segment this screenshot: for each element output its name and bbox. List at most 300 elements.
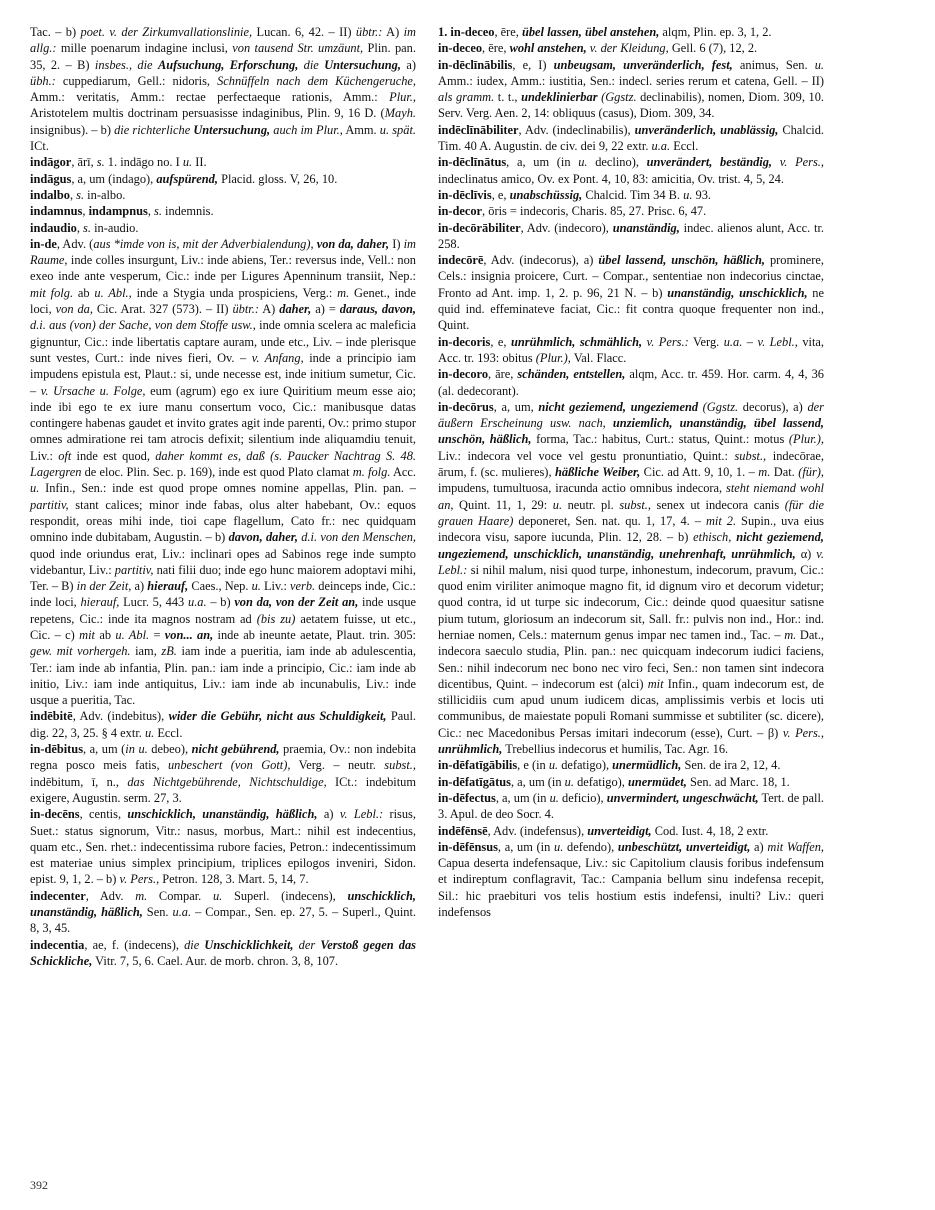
entry-text: m. — [135, 888, 148, 903]
entry-text: Aristotelem multis doctrinam persuasisse indaginibus, Plin. 9, 16 D. ( — [30, 106, 385, 121]
entry-text: übel lassen, übel anstehen, — [521, 25, 660, 39]
entry-text: eum (agrum) ego ex iure Quiritium meum esse aio; inde ibi ego te ex iure manu consertum voco, Cic.: manibusque datas contingere habenas gaudet et invito grates agit inde parenti, Ov.: primo stupor omnes admiratione rei tam atrocis defixit; silentium inde aliquamdiu tenuit, Liv.: — [30, 383, 416, 463]
entry-text: Verstoß gegen das Schickliche, — [30, 937, 416, 968]
entry-headword: indēclīnābiliter — [438, 122, 519, 137]
entry-text: verb. — [290, 579, 316, 594]
entry-text: Verg. — [688, 334, 724, 349]
entry-text: u. — [548, 758, 559, 773]
entry-text: t. t., — [494, 90, 522, 105]
entry-text: Supin., uva eius indecora visu, sapore iucunda, Plin. 12, 28. – b) — [438, 513, 824, 545]
entry-text: subst., — [619, 497, 651, 512]
dictionary-entry — [30, 741, 416, 806]
entry-text: indampnus — [88, 204, 148, 219]
entry-text: nicht gebührend, — [191, 742, 280, 757]
entry-text: im allg.: — [30, 25, 416, 56]
entry-text: , e, — [491, 187, 510, 202]
entry-text: inde usque repetens, Cic.: inde ita magnos nostram ad — [30, 595, 417, 626]
dictionary-entry — [438, 252, 824, 333]
entry-text: a) — [131, 579, 148, 594]
entry-text: v. Pers., — [119, 872, 160, 887]
entry-text: ab — [95, 627, 116, 642]
entry-headword: indecentia — [30, 937, 85, 952]
entry-text: a) — [400, 57, 416, 72]
entry-text: m. — [337, 285, 350, 300]
entry-text: Verg. – neutr. — [290, 758, 385, 773]
entry-text: deponeret, Sen. nat. qu. 1, 17, 4. – — [513, 513, 706, 528]
entry-text: Untersuchung, — [193, 122, 271, 137]
entry-text: u. — [212, 888, 223, 903]
dictionary-entry — [438, 839, 824, 920]
dictionary-entry — [30, 187, 416, 203]
entry-text: u. — [814, 57, 824, 72]
entry-text: v. Anfang, — [251, 350, 304, 365]
entry-text: , a, um (in — [510, 774, 565, 789]
entry-text: daher, — [279, 302, 312, 317]
entry-text: die richterliche — [114, 122, 194, 137]
entry-text: (Ggstz. — [698, 399, 739, 414]
entry-text: zB. — [161, 644, 177, 659]
entry-text: subst., — [734, 448, 767, 463]
entry-text: mit Waffen, — [767, 839, 824, 854]
entry-text: unrühmlich, schmählich, — [510, 334, 643, 349]
dictionary-entry — [438, 40, 824, 56]
entry-headword: in-deceo — [438, 41, 483, 56]
entry-text: übtr.: — [355, 25, 383, 39]
entry-text: 93. — [692, 187, 712, 202]
entry-text: I) — [389, 236, 404, 251]
entry-text: defatigo), — [573, 774, 628, 789]
dictionary-entry — [438, 57, 824, 122]
entry-text: deficio), — [558, 790, 607, 805]
entry-text: , — [147, 204, 155, 219]
entry-text: declino), — [587, 155, 647, 170]
entry-headword: in-decor — [438, 204, 483, 219]
entry-text: v. Ursache u. Folge, — [40, 383, 146, 398]
entry-text: iam inde a pueritia, iam inde ab adulescentia, Ter.: iam inde ab infantia, Plin. pan.: iam inde a principio, Cic.: iam inde ab initio, Liv.: iam inde antiquitus, Liv.: iam inde ab incunabulis, Liv.: inde usque a pueritia, Tac. — [30, 644, 417, 708]
entry-headword: in-decēns — [30, 807, 80, 822]
entry-text: unvermindert, ungeschwächt, — [606, 790, 759, 805]
entry-text: auch im Plur., — [270, 122, 343, 137]
entry-text: , ae, f. (indecens), — [84, 937, 185, 952]
entry-text: unanständig, unschicklich, — [667, 285, 808, 300]
entry-text: als gramm. — [438, 90, 495, 105]
entry-text: aetatem fuisse, ut etc., Cic. – c) — [30, 611, 416, 642]
entry-text: unschicklich, unanständig, häßlich, — [127, 807, 318, 822]
dictionary-entry — [30, 220, 416, 236]
entry-text: d.i. von den Menschen, — [297, 530, 416, 545]
entry-text: v. Pers.: — [642, 334, 689, 349]
entry-text: aus *imde von is, mit der Adverbialendung), — [93, 236, 314, 251]
entry-text: indemnis. — [161, 204, 214, 219]
entry-text: u.a. — [723, 334, 743, 349]
entry-text: unbeschützt, unverteidigt, — [617, 839, 751, 854]
entry-text: , a, um (in — [497, 839, 555, 854]
entry-text: Cic. ad Att. 9, 10, 1. – — [640, 465, 759, 480]
entry-text: , Adv. (indeclinabilis), — [518, 122, 635, 137]
entry-text: daraus, davon, — [339, 302, 417, 317]
entry-text: , Adv. (indecorus), a) — [483, 253, 599, 268]
entry-text: die — [298, 57, 325, 72]
entry-headword: indecōrē — [438, 253, 484, 268]
entry-text: partitiv, — [114, 562, 154, 577]
dictionary-entry — [30, 154, 416, 170]
entry-text: , ēre, — [494, 25, 522, 39]
entry-text: neutr. pl. — [562, 497, 620, 512]
entry-text: der — [293, 937, 321, 952]
entry-text: mille poenarum indagine inclusi, — [56, 41, 233, 56]
entry-text: defendo), — [563, 839, 618, 854]
entry-text: ICt.: indebitum exigere, Augustin. serm. 27, 3. — [30, 774, 416, 805]
entry-text: von da, von der Zeit an, — [234, 595, 359, 610]
entry-text: debeo), — [147, 742, 192, 757]
entry-text: = — [149, 627, 165, 642]
entry-text: Sen. — [142, 905, 173, 920]
entry-text: indēbitum, ī, n., — [30, 774, 128, 789]
entry-text: α) — [795, 546, 817, 561]
entry-headword: indēfēnsē — [438, 823, 488, 838]
entry-text: , e, — [490, 334, 511, 349]
entry-text: Untersuchung, — [324, 57, 401, 72]
dictionary-entry — [438, 399, 824, 758]
entry-text: unbeugsam, unveränderlich, fest, — [553, 57, 733, 72]
entry-text: m. — [758, 465, 771, 480]
entry-text: Dat. — [770, 465, 799, 480]
entry-text: , Adv. — [85, 888, 136, 903]
entry-text: 1. indāgo no. I — [104, 155, 183, 170]
entry-text: von tausend Str. umzäunt, — [232, 41, 364, 56]
entry-text: indeclinatus amico, Ov. ex Pont. 4, 10, 83: amicitia, Ov. trist. 4, 5, 24. — [438, 171, 784, 186]
entry-text: si nihil malum, nisi quod turpe, inhonestum, indecorum, pravum, Cic.: quod enim viriliter animoque magno fit, id dignum viro et decorum videtur; quod contra, id ut turpe sic indecorum, Cic.: deinde quod quaesitur satisne pium tutum, gloriosum an indecorum sit, Sall. fr.: pulvis non ind., Hor.: ind. herniae nomen, Cels.: maternum genus impar nec tamen ind., Tac. – — [438, 562, 824, 642]
entry-text: ab — [73, 285, 95, 300]
entry-text: Cod. Iust. 4, 18, 2 extr. — [651, 823, 769, 838]
entry-text: unverändert, beständig, — [646, 155, 773, 170]
entry-text: v. Lebl., — [757, 334, 798, 349]
entry-text: nicht geziemend, ungeziemend — [538, 399, 699, 414]
entry-text: in der Zeit, — [76, 579, 132, 594]
left-column — [30, 24, 416, 969]
entry-text: u.a. — [188, 595, 207, 610]
entry-text: (bis zu) — [256, 611, 296, 626]
entry-text: , a, um (in — [495, 790, 550, 805]
entry-text: u.a. — [172, 905, 192, 920]
entry-headword: indāgus — [30, 171, 72, 186]
entry-text: , Adv. (indebitus), — [72, 709, 169, 724]
entry-text: , centis, — [79, 807, 128, 822]
entry-headword: in-dēbitus — [30, 742, 84, 757]
entry-text: Dat., indecora saeculo studia, Plin. pan.: nec quicquam indecorum iudici faciens, Sen.: nihil indecorum nec bono nec viro feci, Sen.: non tamen sint indecora dicentibus, Quint. – indecorum est (alci) — [438, 627, 825, 691]
entry-text: u. Abl., — [94, 285, 132, 300]
entry-text: Amm.: iudex, Amm.: iustitia, Sen.: indecl. series rerum et catena, Gell. – II) — [438, 73, 824, 88]
entry-text: unrühmlich, — [438, 742, 503, 757]
entry-text: Sen. ad Marc. 18, 1. — [686, 774, 790, 789]
entry-headword: indāgor — [30, 155, 72, 170]
dictionary-entry — [30, 888, 416, 937]
entry-text: , ēre, — [482, 41, 510, 56]
dictionary-entry — [438, 154, 824, 187]
entry-text: , ārī, — [71, 155, 97, 170]
entry-text: in-albo. — [84, 187, 126, 202]
entry-text: m. — [784, 627, 797, 642]
entry-text: d.i. aus (von) der Sache, von dem Stoffe usw., — [30, 318, 256, 333]
dictionary-entry — [30, 236, 416, 709]
entry-text: a) — [750, 839, 768, 854]
entry-headword: in-dēclīvis — [438, 187, 492, 202]
entry-text: (für), — [798, 465, 825, 480]
entry-text: prominere, Cels.: insignia proicere, Curt. – Compar., sententiae non indecorius cinctae, Fronto ad Ant. imp. 1, 2. p. 96, 21 N. – b) — [438, 253, 824, 300]
entry-text: a) — [317, 807, 340, 822]
entry-text: im Raume, — [30, 236, 416, 268]
entry-text: übh.: — [30, 73, 56, 88]
entry-text: partitiv, — [30, 497, 69, 512]
entry-text: s. — [76, 187, 85, 202]
entry-text: Liv.: indecora vel voce vel gestu pronuntiatio, Quint.: — [438, 448, 735, 463]
entry-text: in u. — [125, 742, 148, 757]
entry-text: Amm. — [342, 122, 380, 137]
entry-text: u. — [549, 790, 559, 805]
entry-headword: in-dēfatīgātus — [438, 774, 511, 789]
entry-text: mit — [79, 627, 95, 642]
entry-text: u. — [144, 725, 155, 740]
entry-text: Quint. 11, 1, 29: — [453, 497, 553, 512]
entry-text: Unschicklichkeit, — [204, 937, 294, 952]
page-number: 392 — [30, 1178, 48, 1192]
entry-headword: indamnus — [30, 204, 83, 219]
entry-text: indec. alienos alunt, Acc. tr. 258. — [438, 220, 824, 251]
entry-text: gew. mit vorhergeh. — [30, 644, 131, 659]
entry-text: declinabilis), nomen, Diom. 309, 10. Serv. Verg. Aen. 2, 14: obliquus (casus), Diom. 309, 34. — [438, 90, 824, 121]
entry-text: impudens, tumultuosa, iracunda actio omnibus indecora, — [438, 481, 727, 496]
entry-text: v. Lebl.: — [339, 807, 384, 822]
entry-text: u. — [578, 155, 588, 170]
entry-text: inde omnia scelera ac maleficia gignuntur, Cic.: inde libertatis captare auram, unde etc., Liv. – inde plerisque sunt vestes, Curt.: inde nives fieri, Ov. – — [30, 318, 416, 365]
entry-text: (Plur.), — [535, 350, 571, 365]
entry-text: v. der Kleidung, — [586, 41, 669, 56]
entry-text: ethisch, — [693, 530, 732, 545]
entry-text: das Nichtgebührende, Nichtschuldige, — [127, 774, 327, 789]
entry-text: , — [82, 204, 89, 219]
entry-text: Infin., quam indecorum est, de stillicidiis cum apud unum iudicem dicas, amplissimis verbis et locis uti communibus, de maiestate populi Romani summisse et subtiliter (sc. dicere), Cic.: nec Macedonibus Persas imitari indecorum (esse), Curt. – β) — [438, 676, 824, 740]
entry-text: Amm.: veritatis, Amm.: rectae perfectaeque rationis, Amm.: — [30, 90, 390, 105]
dictionary-entry — [30, 24, 416, 154]
entry-text: inde a Stygia unda prospiciens, Verg.: — [131, 285, 338, 300]
entry-headword: in-de — [30, 236, 57, 251]
entry-text: u. Abl. — [115, 627, 150, 642]
dictionary-entry — [30, 937, 416, 970]
dictionary-entry — [438, 122, 824, 155]
dictionary-entry — [438, 334, 824, 367]
dictionary-entry — [30, 708, 416, 741]
entry-text: unziemlich, unanständig, übel lassend, unschön, häßlich, — [438, 416, 825, 447]
entry-headword: indēbitē — [30, 709, 73, 724]
entry-text: hierauf, — [80, 595, 120, 610]
entry-text: , Adv. (indecoro), — [520, 220, 613, 235]
entry-text: Genet., inde loci, — [30, 285, 416, 317]
entry-text: unermüdlich, — [612, 758, 682, 773]
entry-text: Placid. gloss. V, 26, 10. — [217, 171, 338, 186]
entry-text: de eloc. Plin. Sec. p. 169), inde est quod Plato clamat — [81, 465, 353, 480]
entry-text: (für die grauen Haare) — [438, 497, 825, 528]
entry-text: decorus), a) — [738, 399, 808, 414]
entry-text: davon, daher, — [228, 530, 298, 545]
entry-headword: in-decoris — [438, 334, 491, 349]
entry-text: unermüdet, — [627, 774, 687, 789]
entry-text: schänden, entstellen, — [517, 367, 626, 382]
entry-text: Chalcid. Tim 34 B. — [582, 187, 684, 202]
entry-text: u.a. — [651, 139, 671, 154]
entry-text: , — [69, 187, 77, 202]
entry-headword: in-dēclīnābilis — [438, 57, 513, 72]
entry-headword: in-dēfēnsus — [438, 839, 498, 854]
entry-headword: 1. in-deceo — [438, 25, 495, 39]
entry-text: (Ggstz. — [597, 90, 637, 105]
entry-text: u. — [182, 155, 193, 170]
entry-text: , a, um (indago), — [71, 171, 157, 186]
dictionary-entry — [438, 203, 824, 219]
entry-text: mit — [647, 676, 664, 691]
entry-text: u. — [554, 839, 564, 854]
entry-text: indecōrae, ārum, f. (sc. mulieres), — [438, 448, 825, 480]
entry-text: , ōris = indecoris, Charis. 85, 27. Prisc. 6, 47. — [482, 204, 707, 219]
entry-text: der äußern Erscheinung usw. nach, — [438, 399, 824, 431]
entry-text: alqm, Plin. ep. 3, 1, 2. — [659, 25, 772, 39]
entry-headword: indaudio — [30, 220, 77, 235]
entry-text: iam, — [130, 644, 162, 659]
entry-text: , Adv. ( — [56, 236, 94, 251]
entry-text: Val. Flacc. — [570, 350, 627, 365]
entry-text: Chalcid. Tim. 40 A. Augustin. de civ. dei 9, 22 extr. — [438, 122, 824, 154]
entry-text: Vitr. 7, 5, 6. Cael. Aur. de morb. chron. 3, 8, 107. — [92, 953, 339, 968]
dictionary-entry — [438, 823, 824, 839]
entry-text: , e (in — [517, 758, 549, 773]
entry-text: von da, daher, — [313, 236, 390, 251]
entry-text: , a, um (in — [506, 155, 579, 170]
entry-text: u. — [251, 579, 261, 594]
entry-text: , a, um ( — [83, 742, 126, 757]
entry-text: , a, um, — [493, 399, 539, 414]
entry-text: cuppediarum, Gell.: nidoris, — [55, 73, 218, 88]
entry-text: u. spät. — [379, 122, 416, 137]
entry-text: in-audio. — [90, 220, 139, 235]
entry-text: inde colles insurgunt, Liv.: inde abiens, Ter.: reversus inde, Vell.: non exeo inde ante vesperum, Cic.: inde per Ligures Apenninum transiit, Nep.: — [30, 253, 416, 284]
entry-text: u. — [683, 187, 693, 202]
entry-text: senex ut indecora canis — [651, 497, 785, 512]
entry-text: alqm, Acc. tr. 459. Hor. carm. 4, 4, 36 (al. dedecorant). — [438, 367, 824, 398]
entry-text: quod inde oriundus erat, Liv.: inclinari opes ad Sabinos rege inde sumpto videbantur, Liv.: — [30, 546, 416, 577]
entry-text: häßliche Weiber, — [554, 465, 641, 480]
entry-text: Petron. 128, 3. Mart. 5, 14, 7. — [159, 872, 309, 887]
entry-text: vita, Acc. tr. 193: obitus — [438, 334, 825, 365]
entry-text: insbes., die — [94, 57, 158, 72]
entry-text: Compar. — [147, 888, 213, 903]
entry-text: steht niemand wohl an, — [438, 481, 825, 512]
entry-text: Liv.: — [260, 579, 291, 594]
entry-text: unveränderlich, unablässig, — [634, 122, 779, 137]
entry-text: übel lassend, unschön, häßlich, — [598, 253, 766, 268]
dictionary-entry — [30, 203, 416, 219]
right-column — [438, 24, 824, 920]
entry-text: subst., — [384, 758, 416, 773]
entry-headword: in-dēclīnātus — [438, 155, 507, 170]
entry-text: Acc. — [390, 465, 416, 480]
entry-text: mit folg. — [30, 285, 74, 300]
dictionary-entry — [438, 774, 824, 790]
entry-text: animus, Sen. — [732, 57, 815, 72]
entry-text: von... an, — [164, 627, 214, 642]
entry-headword: in-decōrus — [438, 399, 494, 414]
entry-text: Eccl. — [154, 725, 183, 740]
dictionary-entry — [438, 24, 824, 40]
entry-text: unanständig, — [612, 220, 680, 235]
entry-text: stant calices; minor inde fabas, olus alter habebant, Ov.: equos respondit, oreas mihi inde, tioi cape flagellum, Cato fr.: nec quidquam omnino inde dubitabam, Augustin. – b) — [30, 497, 416, 545]
entry-text: Cic. Arat. 327 (573). – II) — [92, 302, 233, 317]
entry-text: Plur., — [389, 90, 416, 105]
entry-text: oft — [58, 448, 72, 463]
entry-text: mit 2. — [705, 513, 737, 528]
entry-text: , Adv. (indefensus), — [487, 823, 588, 838]
entry-text: Aufsuchung, Erforschung, — [157, 57, 299, 72]
entry-text: Paul. dig. 22, 3, 25. § 4 extr. — [30, 709, 416, 740]
entry-text: unbeschert (von Gott), — [167, 758, 291, 773]
entry-text: s. — [154, 204, 162, 219]
entry-text: A) — [258, 302, 280, 317]
dictionary-entry — [438, 220, 824, 253]
dictionary-entry — [30, 171, 416, 187]
entry-text: Schnüffeln nach dem Küchengeruche, — [217, 73, 416, 88]
dictionary-entry — [438, 187, 824, 203]
entry-text: Capua deserta indefensaque, Liv.: sic Capitolium clausis foribus indefensum et indireptum conflagravit, Tac.: Campania bellum sinu indefensa recepit, Sil.: hic praebituri vos telis hostium estis indefensi, inulti? Liv.: queri indefensos — [438, 856, 824, 920]
entry-text: Tert. de pall. 3. Apul. de deo Socr. 4. — [438, 790, 825, 822]
entry-text: – b) — [206, 595, 235, 610]
entry-text: – Compar., Sen. ep. 27, 5. – Superl., Quint. 8, 3, 45. — [30, 905, 417, 936]
entry-text: a) = — [311, 302, 340, 317]
entry-text: Caes., Nep. — [188, 579, 252, 594]
entry-text: poet. v. der Zirkumvallationslinie, — [80, 25, 253, 39]
entry-text: deinceps inde, Cic.: inde loci, — [30, 579, 416, 610]
entry-text: , e, I) — [512, 57, 554, 72]
entry-text: v. Pers., — [782, 725, 824, 740]
entry-text: s. — [83, 220, 91, 235]
dictionary-entry — [438, 757, 824, 773]
entry-text: ICt. — [30, 139, 49, 154]
entry-text: Eccl. — [670, 139, 699, 154]
entry-text: Lucan. 6, 42. – II) — [252, 25, 356, 39]
entry-text: undeklinierbar — [521, 90, 598, 105]
entry-text: nati filii duo; inde ego hunc maiorem adoptavi mihi, Ter. – B) — [30, 562, 416, 594]
entry-text: forma, Tac.: habitus, Curt.: status, Quint.: motus — [531, 432, 789, 447]
entry-text: II. — [192, 155, 207, 170]
dictionary-entry — [30, 806, 416, 887]
entry-text: unschicklich, unanständig, häßlich, — [30, 888, 416, 920]
entry-headword: in-decōrābiliter — [438, 220, 521, 235]
entry-text: Tac. – b) — [30, 25, 81, 39]
entry-text: – — [742, 334, 758, 349]
dictionary-entry — [438, 366, 824, 399]
entry-headword: in-decoro — [438, 367, 489, 382]
entry-text: praemia, Ov.: non indebita regna posco meis fatis, — [30, 742, 416, 773]
entry-text: Infin., Sen.: inde est quod prope omnes nomine appellas, Plin. pan. – — [39, 481, 416, 496]
entry-text: u. — [564, 774, 574, 789]
entry-text: wider die Gebühr, nicht aus Schuldigkeit, — [168, 709, 387, 724]
entry-text: , — [76, 220, 84, 235]
entry-text: daher kommt es, daß (s. Paucker Nachtrag S. 48. Lagergren — [30, 448, 416, 480]
entry-text: ne quid ind. effeminateve faciat, Cic.: fit contra quoque frequenter non ind., Quint. — [438, 285, 825, 333]
entry-headword: indecenter — [30, 888, 86, 903]
entry-text: insignibus). – b) — [30, 122, 115, 137]
entry-text: A) — [382, 25, 404, 39]
entry-headword: indalbo — [30, 187, 70, 202]
entry-text: Lucr. 5, 443 — [119, 595, 188, 610]
entry-headword: in-dēfatīgābilis — [438, 758, 518, 773]
